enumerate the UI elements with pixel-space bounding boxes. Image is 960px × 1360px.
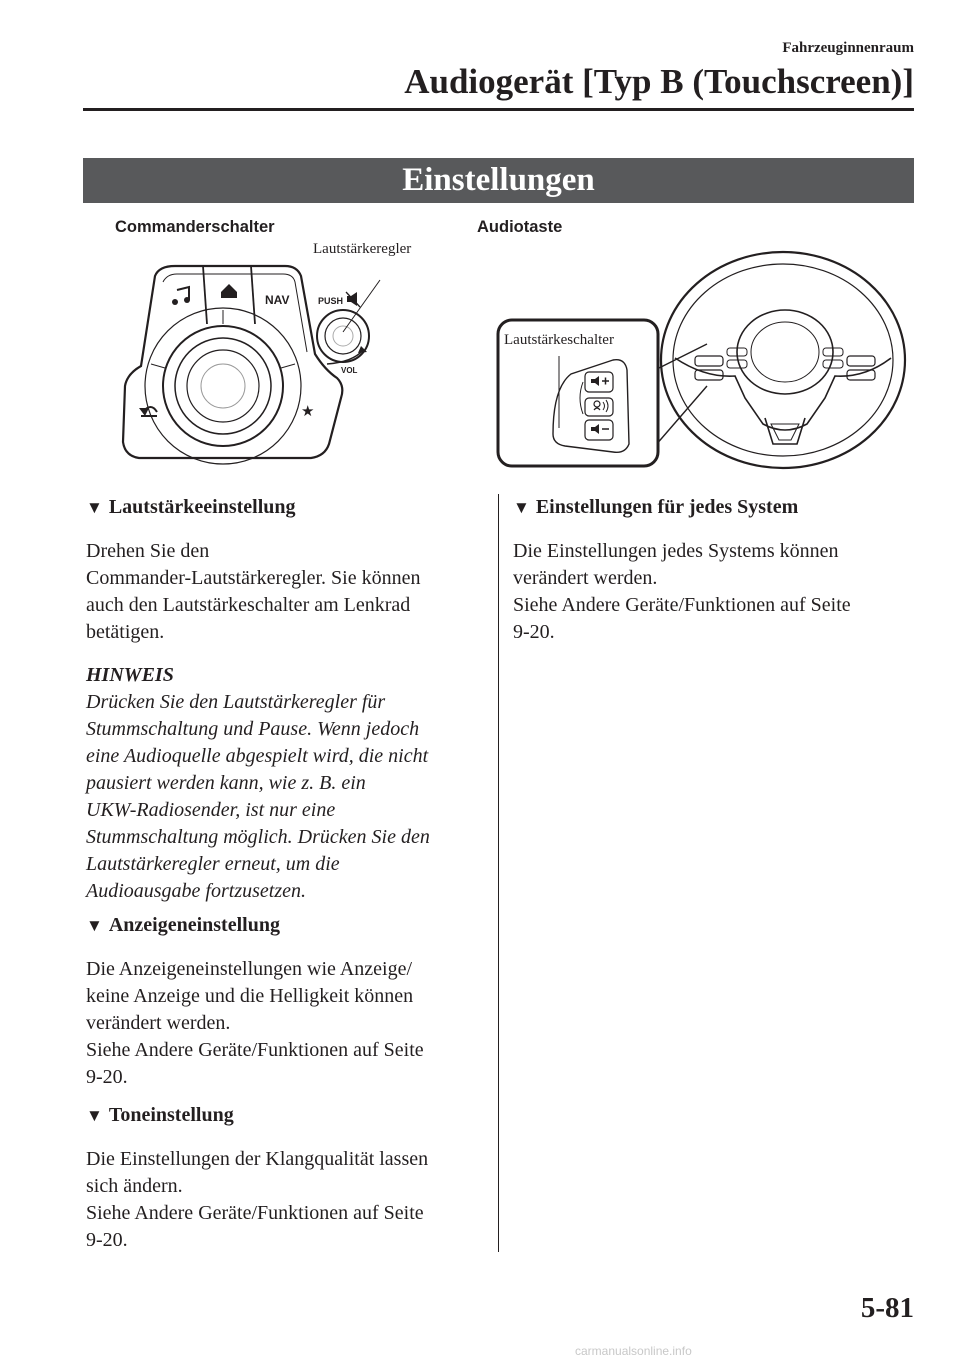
- commander-figure-label: Commanderschalter: [115, 218, 275, 236]
- steering-wheel-rim: [661, 252, 905, 468]
- audio-button-figure-label: Audiotaste: [477, 218, 563, 236]
- header-section: Fahrzeuginnenraum: [782, 40, 914, 56]
- volume-paragraph: Drehen Sie den Commander-Lautstärkeregler. Sie können auch den Lautstärkeschalter am Lenkrad betätigen.: [86, 540, 421, 643]
- volume-knob-callout: Lautstärkeregler: [313, 241, 412, 257]
- header-rule: [83, 108, 914, 111]
- heading-volume: ▼ Lautstärkeeinstellung: [86, 496, 296, 518]
- volume-note: HINWEIS Drücken Sie den Lautstärkeregler für Stummschaltung und Pause. Wenn jedoch eine Audioquelle abgespielt wird, die nicht pausiert werden kann, wie z. B. ein UKW-Radiosender, ist nur eine Stummschaltung möglich. Drücken Sie den Lautstärkeregler erneut, um die Audioausgabe fortzusetzen.: [86, 664, 430, 902]
- triangle-bullet-icon: ▼: [513, 498, 530, 517]
- commander-switch-illustration: [115, 258, 390, 468]
- tone-paragraph: Die Einstellungen der Klangqualität lassen sich ändern. Siehe Andere Geräte/Funktionen auf Seite 9-20.: [86, 1148, 429, 1251]
- triangle-bullet-icon: ▼: [86, 916, 103, 935]
- system-settings-paragraph: Die Einstellungen jedes Systems können verändert werden. Siehe Andere Geräte/Funktionen auf Seite 9-20.: [513, 540, 851, 643]
- section-banner: Einstellungen: [83, 158, 914, 203]
- push-label: PUSH: [318, 296, 344, 306]
- nav-button-label: NAV: [265, 293, 290, 307]
- heading-system-settings: ▼ Einstellungen für jedes System: [513, 496, 799, 518]
- triangle-bullet-icon: ▼: [86, 1106, 103, 1125]
- display-paragraph: Die Anzeigeneinstellungen wie Anzeige/ keine Anzeige und die Helligkeit können verändert werden. Siehe Andere Geräte/Funktionen auf Seite 9-20.: [86, 958, 424, 1088]
- mute-icon: [346, 292, 360, 307]
- page-number: 5-81: [860, 1292, 914, 1324]
- steering-wheel-illustration: [495, 248, 915, 470]
- header-title: Audiogerät [Typ B (Touchscreen)]: [404, 62, 914, 101]
- heading-tone: ▼ Toneinstellung: [86, 1104, 234, 1126]
- column-divider: [498, 494, 499, 1252]
- volume-switch-callout: Lautstärkeschalter: [504, 332, 614, 348]
- vol-label: VOL: [341, 366, 358, 375]
- triangle-bullet-icon: ▼: [86, 498, 103, 517]
- favorite-star-icon: ★: [301, 403, 315, 420]
- heading-display: ▼ Anzeigeneinstellung: [86, 914, 280, 936]
- footer-watermark: carmanualsonline.info: [575, 1344, 692, 1358]
